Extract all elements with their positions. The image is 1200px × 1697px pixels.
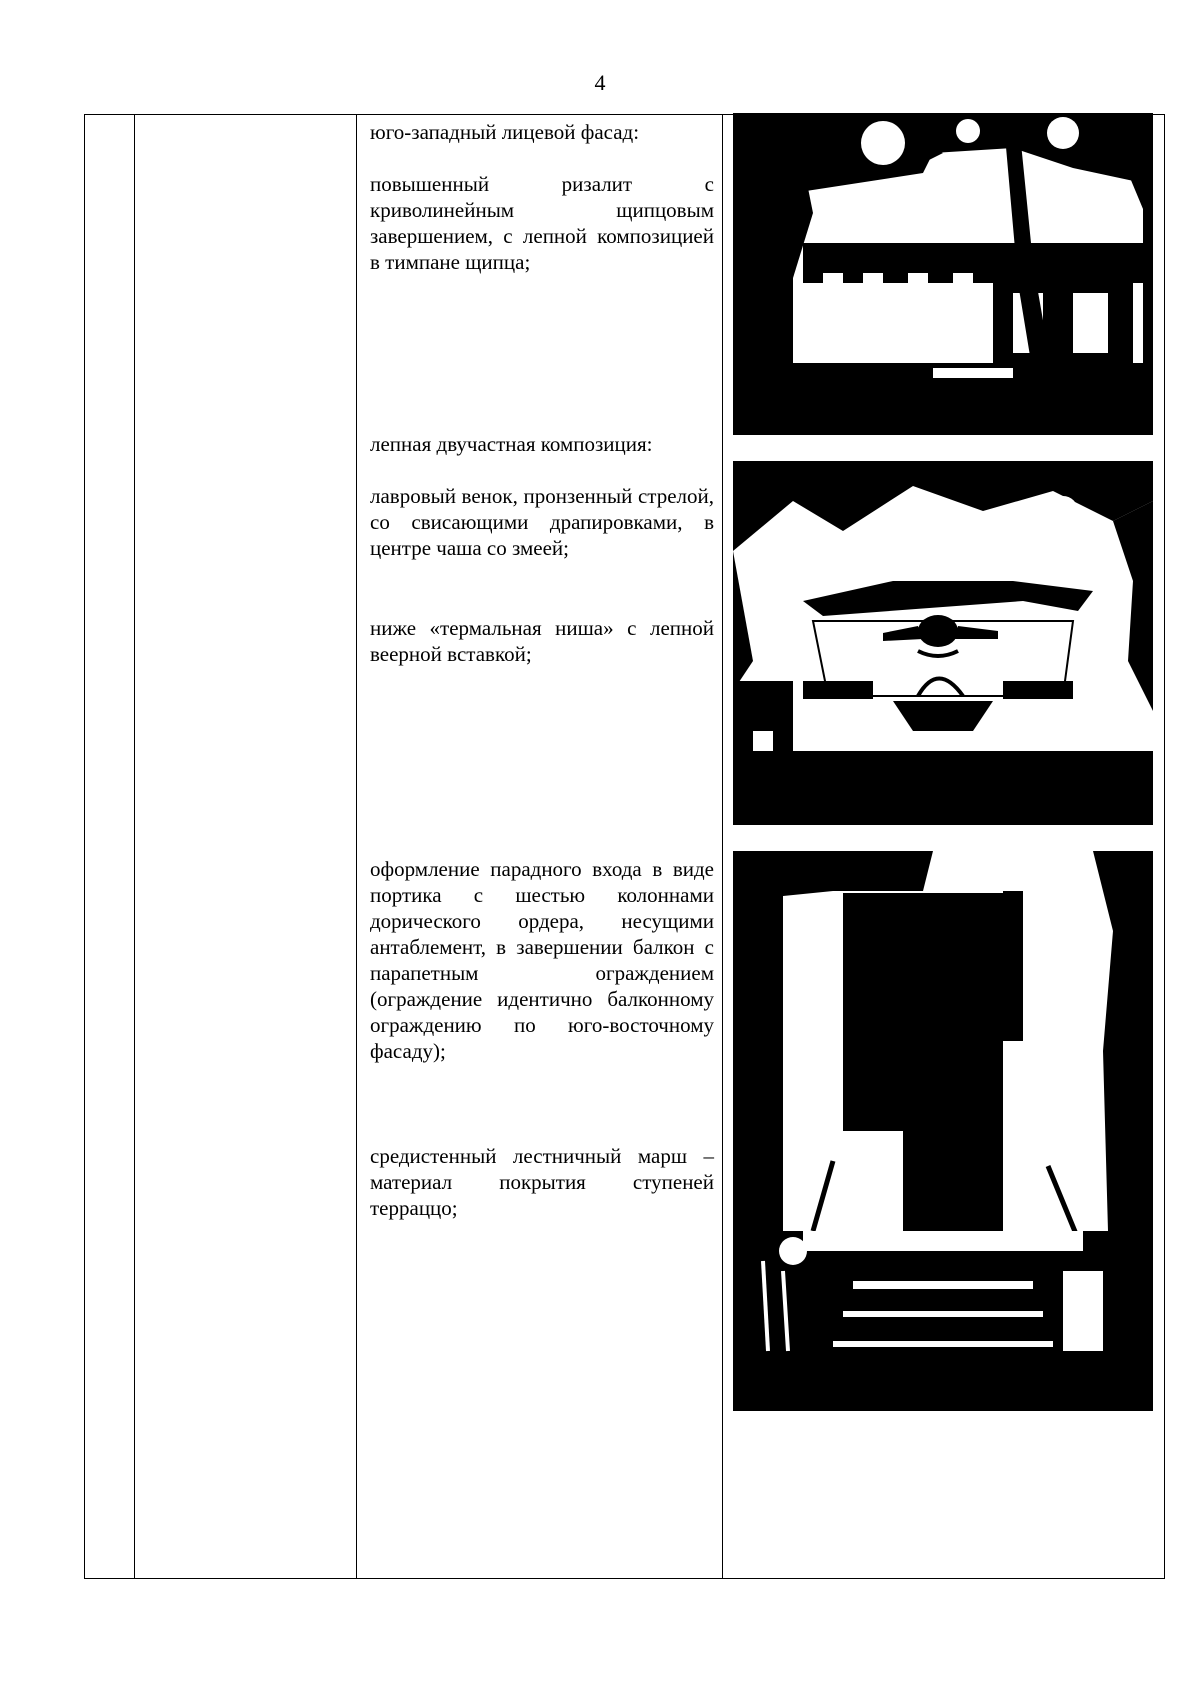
section-3-heading: оформление парадного входа в виде портика с шестью колоннами дорического ордера, несущими антаблемент, в завершении балкон с парапетным ограждением (ограждение идентично балконному ограждению по юго-восточному фасаду);	[370, 857, 714, 1063]
portico-entrance-stairs-photo	[733, 851, 1153, 1411]
building-facade-with-trees-photo	[733, 113, 1153, 435]
section-2-text: лавровый венок, пронзенный стрелой, со свисающими драпировками, в центре чаша со змеей;	[370, 484, 714, 560]
content-table	[84, 114, 1165, 1579]
column-divider-3	[722, 115, 723, 1578]
section-1-heading: юго-западный лицевой фасад:	[370, 120, 640, 144]
column-divider-2	[356, 115, 357, 1578]
section-1-text: повышенный ризалит с криволинейным щипцовым завершением, с лепной композицией в тимпане щипца;	[370, 172, 714, 274]
column-divider-1	[134, 115, 135, 1578]
description-cell	[370, 119, 714, 1220]
gable-stucco-composition-photo	[733, 461, 1153, 825]
section-2-heading: лепная двучастная композиция:	[370, 432, 653, 456]
section-3-text: средистенный лестничный марш – материал покрытия ступеней терраццо;	[370, 1144, 714, 1220]
section-2-text-2: ниже «термальная ниша» с лепной веерной вставкой;	[370, 616, 714, 666]
page-number: 4	[594, 70, 606, 95]
